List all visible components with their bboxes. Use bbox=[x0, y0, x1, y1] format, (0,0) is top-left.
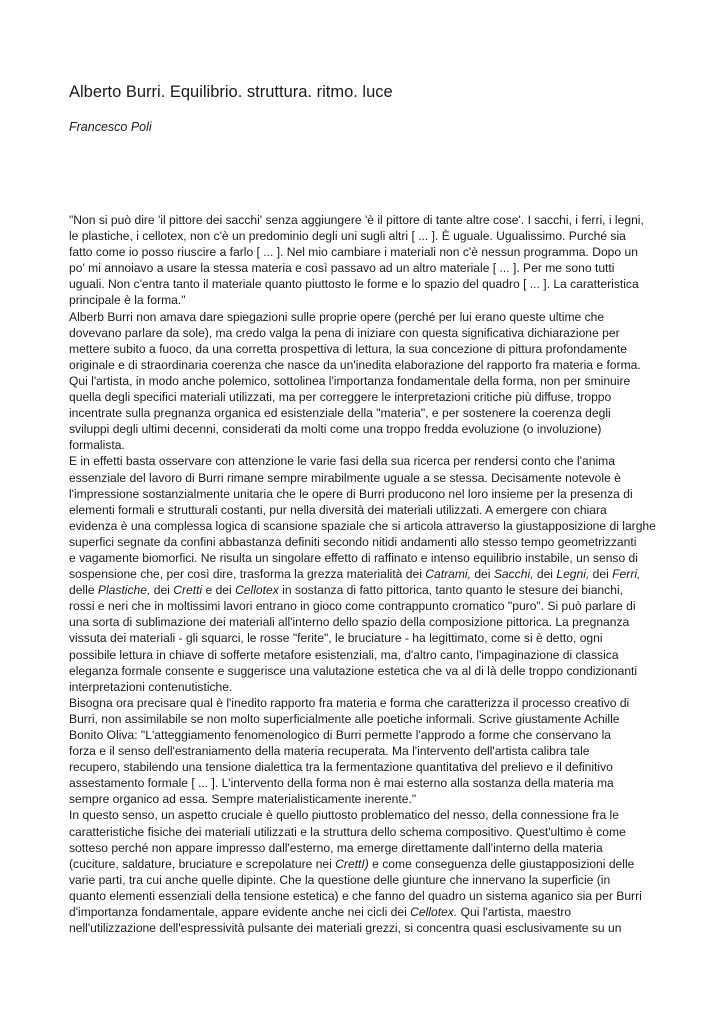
italic-text-segment: CrettI) bbox=[335, 856, 369, 871]
text-segment: originale e di straordinaria coerenza che nasce da un'inedita elaborazione del rapporto fra materia e forma. bbox=[69, 357, 641, 372]
text-segment: quella degli specifici materiali utilizzati, ma per correggere le interpretazioni critiche più diffuse, troppo bbox=[69, 390, 612, 405]
italic-text-segment: Cretti bbox=[173, 583, 203, 598]
italic-text-segment: Catrami, bbox=[425, 567, 471, 582]
text-segment: (cuciture, saldature, bruciature e screpolature nei bbox=[69, 856, 336, 871]
text-segment: Bonito Oliva: "L'atteggiamento fenomenologico di Burri permette l'approdo a forme che conservano la bbox=[69, 728, 612, 742]
text-line bbox=[69, 920, 669, 936]
text-line bbox=[69, 470, 669, 486]
text-line bbox=[69, 679, 669, 695]
text-segment: e come conseguenza delle giustapposizioni delle bbox=[368, 856, 635, 871]
text-line bbox=[69, 421, 669, 437]
text-line bbox=[69, 341, 669, 357]
text-line bbox=[69, 647, 669, 663]
text-segment: incentrate sulla pregnanza organica ed esistenziale della "materia", e per sostenere la coerenza degli bbox=[69, 406, 611, 421]
italic-text-segment: Legni, bbox=[556, 567, 590, 582]
text-line bbox=[69, 856, 669, 872]
text-segment: Alberb Burri non amava dare spiegazioni sulle proprie opere (perché per lui erano queste ultime che bbox=[69, 309, 605, 324]
text-line bbox=[69, 228, 669, 244]
text-line bbox=[69, 807, 669, 823]
text-line bbox=[69, 775, 669, 791]
text-segment: sotteso perché non appare impresso dall'esterno, ma emerge direttamente dall'interno della materia bbox=[69, 840, 603, 855]
document-title: Alberto Burri. Equilibrio. struttura. ritmo. luce bbox=[69, 83, 393, 101]
text-segment: elementi formali e strutturali costanti, pur nella diversità dei materiali utilizzati. A emergere con chiara bbox=[69, 502, 607, 517]
text-segment: essenziale del lavoro di Burri rimane sempre mirabilmente uguale a se stessa. Decisamente notevole è bbox=[69, 470, 621, 485]
text-segment: e vagamente biomorfici. Ne risulta un singolare effetto di raffinato e intenso equilibrio instabile, un senso di bbox=[69, 550, 638, 565]
text-line bbox=[69, 598, 669, 614]
text-segment: Bisogna ora precisare qual è l'inedito rapporto fra materia e forma che caratterizza il processo creativo di bbox=[69, 695, 630, 710]
text-segment: quanto elementi essenziali della tensione estetica) e che fanno del quadro un sistema aganico sia per Burri bbox=[69, 888, 642, 903]
text-segment: possibile lettura in chiave di sofferte metafore esistenziali, ma, d'altro canto, l'impaginazione di classica bbox=[69, 647, 619, 662]
text-segment: d'importanza fondamentale, appare evidente anche nei cicli dei bbox=[69, 905, 411, 920]
text-segment: fatto come io posso riuscire a farlo [ ... ]. Nel mio cambiare i materiali non c'è nessun programma. Dopo un bbox=[69, 245, 638, 260]
text-segment: sospensione che, per così dire, trasforma la grezza materialità dei bbox=[69, 567, 426, 582]
text-line bbox=[69, 872, 669, 888]
text-line bbox=[69, 663, 669, 679]
text-line bbox=[69, 695, 669, 711]
text-segment: sviluppi degli ultimi decenni, considerati da molti come una troppo fredda evoluzione (o involuzione) bbox=[69, 422, 602, 437]
text-segment: una sorta di sublimazione dei materiali all'interno dello spazio della composizione pittorica. La pregnanza bbox=[69, 615, 630, 630]
text-segment: eleganza formale consente e suggerisce una valutazione estetica che va al di là delle troppo condizionanti bbox=[69, 663, 638, 678]
text-segment: uguali. Non c'entra tanto il materiale quanto piuttosto le forme e lo spazio del quadro [ ... ]. La caratteristica bbox=[69, 277, 639, 292]
text-segment: le plastiche, i cellotex, non c'è un predominio degli uni sugli altri [ ... ]. È uguale. Ugualissimo. Purché sia bbox=[69, 229, 626, 244]
text-segment: sempre organico ad essa. Sempre materialisticamente inerente." bbox=[69, 792, 417, 807]
text-segment: nell'utilizzazione dell'espressività pulsante dei materiali grezzi, si concentra quasi esclusivamente su un bbox=[69, 921, 622, 936]
text-segment: rossi e neri che in moltissimi lavori entrano in gioco come contrappunto cromatico "puro". Si può parlare di bbox=[69, 599, 636, 614]
text-segment: interpretazioni contenutistiche. bbox=[69, 679, 233, 694]
text-segment: assestamento formale [ ... ]. L'intervento della forma non è mai esterno alla sostanza della materia ma bbox=[69, 776, 614, 791]
text-line bbox=[69, 325, 669, 341]
text-line bbox=[69, 309, 669, 325]
text-line bbox=[69, 743, 669, 759]
text-line bbox=[69, 437, 669, 453]
text-line bbox=[69, 518, 669, 534]
text-line bbox=[69, 260, 669, 276]
text-line bbox=[69, 357, 669, 373]
text-segment: Burri, non assimilabile se non molto superficialmente alle poetiche informali. Scrive giustamente Achille bbox=[69, 711, 620, 726]
italic-text-segment: Sacchi, bbox=[493, 567, 534, 582]
text-line bbox=[69, 486, 669, 502]
text-line bbox=[69, 212, 669, 228]
text-line bbox=[69, 389, 669, 405]
text-line bbox=[69, 630, 669, 646]
text-line bbox=[69, 244, 669, 260]
text-line bbox=[69, 405, 669, 421]
text-segment: In questo senso, un aspetto cruciale è quello piuttosto problematico del nesso, della connessione fra le bbox=[69, 808, 619, 823]
text-segment: "Non si può dire 'il pittore dei sacchi' senza aggiungere 'è il pittore di tante altre cose'. I sacchi, i ferri, i legni, bbox=[69, 213, 644, 227]
italic-text-segment: Cellotex. bbox=[410, 905, 458, 920]
italic-text-segment: Cellotex bbox=[235, 583, 279, 598]
text-segment: formalista. bbox=[69, 438, 125, 453]
text-segment: dei bbox=[470, 567, 494, 582]
text-segment: e dei bbox=[202, 583, 236, 598]
text-line bbox=[69, 292, 669, 308]
body-text bbox=[69, 212, 669, 936]
text-line bbox=[69, 791, 669, 807]
text-segment: l'impressione sostanzialmente unitaria che le opere di Burri producono nel loro insieme per la presenza di bbox=[69, 486, 633, 501]
italic-text-segment: Ferri, bbox=[612, 567, 641, 582]
text-line bbox=[69, 550, 669, 566]
text-segment: dei bbox=[533, 567, 557, 582]
text-line bbox=[69, 759, 669, 775]
text-segment: varie parti, tra cui anche quelle dipinte. Che la questione delle giunture che innervano la superficie (in bbox=[69, 872, 611, 887]
text-segment: evidenza è una complessa logica di scansione spaziale che si articola attraverso la giustapposizione di larghe bbox=[69, 518, 656, 533]
text-segment: Qui l'artista, maestro bbox=[457, 905, 572, 920]
text-segment: dovevano parlare da sole), ma credo valga la pena di iniziare con questa significativa dichiarazione per bbox=[69, 325, 620, 340]
text-segment: dei bbox=[589, 567, 613, 582]
text-segment: po' mi annoiavo a usare la stessa materia e così passavo ad un altro materiale [ ... ]. Per me sono tutti bbox=[69, 261, 615, 276]
text-segment: principale è la forma." bbox=[69, 293, 186, 308]
document-author: Francesco Poli bbox=[69, 120, 152, 134]
text-line bbox=[69, 727, 669, 743]
text-segment: superfici segnate da confini abbastanza definiti secondo nitidi andamenti allo stesso tempo geometrizzanti bbox=[69, 534, 637, 549]
text-line bbox=[69, 502, 669, 518]
text-segment: E in effetti basta osservare con attenzione le varie fasi della sua ricerca per rendersi conto che l'anima bbox=[69, 454, 615, 469]
text-segment: vissuta dei materiali - gli squarci, le rosse "ferite", le bruciature - ha legittimato, come si è detto, ogni bbox=[69, 631, 603, 646]
text-segment: Qui l'artista, in modo anche polemico, sottolinea l'importanza fondamentale della forma, non per sminuire bbox=[69, 373, 631, 388]
text-segment: recupero, stabilendo una tensione dialettica tra la fermentazione quantitativa del prelievo e il definitivo bbox=[69, 760, 613, 775]
text-line bbox=[69, 888, 669, 904]
text-line bbox=[69, 582, 669, 598]
text-line bbox=[69, 840, 669, 856]
text-line bbox=[69, 453, 669, 469]
text-segment: forza e il senso dell'estraniamento della materia recuperata. Ma l'intervento dell'artista calibra tale bbox=[69, 744, 590, 759]
italic-text-segment: Plastiche, bbox=[97, 583, 151, 598]
text-segment: caratteristiche fisiche dei materiali utilizzati e la struttura dello schema compositivo. Quest'ultimo è come bbox=[69, 824, 626, 839]
text-line bbox=[69, 566, 669, 582]
text-segment: mettere subito a fuoco, da una corretta prospettiva di lettura, la sua concezione di pittura profondamente bbox=[69, 341, 627, 356]
text-line bbox=[69, 904, 669, 920]
text-line bbox=[69, 534, 669, 550]
text-segment: dei bbox=[150, 583, 174, 598]
text-line bbox=[69, 824, 669, 840]
text-line bbox=[69, 711, 669, 727]
text-segment: delle bbox=[69, 583, 98, 598]
text-line bbox=[69, 614, 669, 630]
text-line bbox=[69, 373, 669, 389]
text-line bbox=[69, 276, 669, 292]
text-segment: in sostanza di fatto pittorica, tanto quanto le stesure dei bianchi, bbox=[278, 583, 623, 598]
